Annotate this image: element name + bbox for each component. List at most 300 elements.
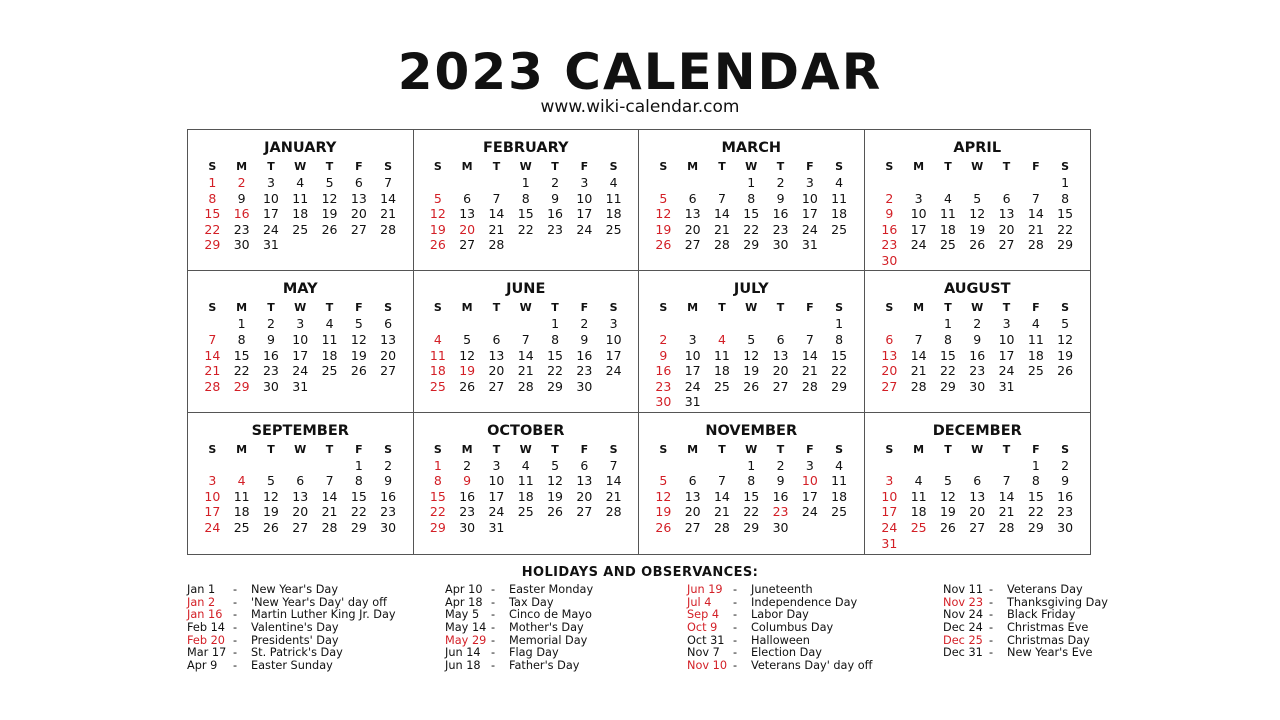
month-may: [188, 271, 414, 412]
holiday-name: St. Patrick's Day: [251, 646, 343, 660]
day-cell: 22: [939, 363, 956, 379]
day-cell: 21: [321, 504, 338, 520]
day-cell: 28: [605, 504, 622, 520]
weekday-header: T: [492, 301, 501, 315]
day-cell: 3: [1002, 316, 1011, 332]
day-cell: 13: [380, 331, 397, 347]
month-october: [414, 413, 640, 554]
day-cell: 23: [881, 237, 898, 253]
holiday-separator: -: [733, 633, 738, 647]
day-cell: 31: [262, 237, 279, 253]
day-cell: 1: [747, 457, 756, 473]
day-cell: 2: [237, 175, 246, 190]
day-cell: 18: [321, 347, 338, 363]
day-cell: 10: [801, 473, 818, 489]
empty-day: [933, 458, 962, 474]
day-cell: 4: [237, 473, 246, 489]
weekday-header: W: [971, 442, 984, 456]
day-cell: 12: [350, 331, 367, 347]
day-cell: 18: [429, 363, 446, 379]
empty-day: [707, 316, 736, 332]
empty-day: [482, 175, 511, 191]
day-cell: 24: [576, 221, 593, 237]
weekday-header: W: [294, 160, 307, 173]
weekday-header: F: [1032, 160, 1040, 173]
holiday-name: 'New Year's Day' day off: [251, 595, 387, 609]
day-cell: 29: [547, 378, 563, 394]
day-cell: 20: [380, 347, 397, 363]
day-cell: 1: [354, 457, 363, 473]
weekday-header: T: [1002, 301, 1011, 315]
day-grid: [188, 300, 413, 394]
day-cell: 10: [262, 190, 279, 206]
day-cell: 6: [688, 473, 697, 489]
day-cell: 3: [805, 457, 814, 473]
day-cell: 7: [208, 331, 217, 347]
day-cell: 27: [459, 237, 476, 253]
holiday-separator: -: [989, 595, 994, 609]
day-cell: 9: [1061, 473, 1070, 489]
day-cell: 19: [262, 504, 279, 520]
holiday-separator: -: [233, 659, 238, 673]
weekday-header: M: [687, 301, 699, 315]
day-cell: 6: [1002, 190, 1011, 206]
weekday-header: T: [492, 442, 501, 456]
day-cell: 9: [237, 190, 246, 206]
holiday-date: Dec 31: [943, 646, 983, 660]
day-cell: 8: [1031, 473, 1040, 489]
day-cell: 16: [576, 347, 593, 363]
day-cell: 12: [547, 473, 563, 489]
empty-day: [875, 458, 904, 474]
empty-day: [227, 458, 256, 474]
day-cell: 19: [429, 221, 446, 237]
holiday-separator: -: [733, 659, 738, 673]
holiday-date: Apr 18: [445, 595, 483, 609]
day-cell: 3: [492, 457, 501, 473]
day-cell: 25: [939, 237, 956, 253]
weekday-header: F: [355, 160, 363, 173]
day-cell: 17: [801, 488, 818, 504]
day-cell: 7: [384, 175, 393, 190]
day-grid: [188, 159, 413, 253]
holiday-separator: -: [491, 659, 496, 673]
day-cell: 3: [805, 175, 814, 190]
day-cell: 30: [233, 237, 250, 253]
day-cell: 14: [998, 488, 1015, 504]
month-name: OCTOBER: [487, 422, 565, 439]
holiday-date: May 29: [445, 633, 487, 647]
page-title: 2023 CALENDAR: [397, 43, 883, 101]
holiday-separator: -: [491, 633, 496, 647]
holiday-name: Labor Day: [751, 608, 809, 622]
weekday-header: F: [806, 160, 814, 173]
day-cell: 21: [801, 363, 818, 379]
day-cell: 17: [881, 504, 898, 520]
day-cell: 8: [551, 331, 560, 347]
day-cell: 18: [831, 488, 848, 504]
day-cell: 24: [605, 363, 622, 379]
day-cell: 6: [580, 457, 589, 473]
month-name: JANUARY: [264, 140, 337, 156]
holiday-date: Nov 7: [687, 646, 720, 660]
day-cell: 25: [429, 378, 446, 394]
day-cell: 14: [605, 473, 622, 489]
day-cell: 1: [943, 316, 952, 332]
day-cell: 21: [998, 504, 1015, 520]
holiday-name: Easter Monday: [509, 583, 594, 596]
day-cell: 24: [204, 520, 221, 536]
day-cell: 8: [835, 331, 844, 347]
day-cell: 29: [939, 378, 956, 394]
day-cell: 28: [910, 378, 927, 394]
day-cell: 19: [321, 206, 338, 222]
holiday-separator: -: [733, 608, 738, 622]
day-cell: 15: [547, 347, 563, 363]
day-cell: 15: [350, 488, 367, 504]
day-cell: 8: [237, 331, 246, 347]
day-cell: 20: [998, 221, 1015, 237]
weekday-header: F: [355, 442, 363, 456]
day-cell: 21: [204, 363, 221, 379]
day-cell: 11: [939, 206, 956, 222]
holiday-date: Jan 2: [187, 595, 216, 609]
day-cell: 15: [743, 206, 760, 222]
weekday-header: S: [1061, 301, 1070, 315]
day-cell: 28: [488, 237, 505, 253]
day-cell: 29: [831, 378, 848, 394]
holiday-name: Veterans Day: [1007, 583, 1083, 596]
holiday-date: Oct 31: [687, 633, 725, 647]
weekday-header: T: [718, 301, 726, 315]
weekday-header: T: [551, 301, 559, 315]
weekday-header: S: [433, 160, 442, 173]
day-cell: 3: [208, 473, 217, 489]
day-cell: 12: [262, 488, 279, 504]
day-cell: 29: [350, 520, 367, 536]
day-cell: 12: [655, 488, 672, 504]
day-cell: 29: [1027, 520, 1044, 536]
day-cell: 5: [463, 331, 472, 347]
day-cell: 25: [831, 221, 848, 237]
day-cell: 20: [684, 221, 701, 237]
day-cell: 20: [488, 363, 505, 379]
day-cell: 26: [459, 378, 476, 394]
day-cell: 18: [292, 206, 309, 222]
day-cell: 24: [998, 363, 1015, 379]
weekday-header: M: [236, 442, 248, 456]
day-cell: 19: [459, 363, 476, 379]
day-cell: 6: [296, 473, 305, 489]
day-cell: 4: [296, 175, 305, 190]
holiday-separator: -: [989, 646, 994, 660]
day-cell: 6: [885, 331, 894, 347]
day-cell: 22: [429, 504, 446, 520]
day-cell: 19: [969, 221, 986, 237]
holiday-date: Sep 4: [687, 608, 720, 622]
day-cell: 10: [910, 206, 927, 222]
empty-day: [992, 175, 1021, 191]
day-cell: 23: [380, 504, 397, 520]
holiday-name: Black Friday: [1007, 608, 1076, 622]
day-cell: 21: [517, 363, 534, 379]
day-cell: 25: [713, 378, 730, 394]
day-grid: [865, 300, 1091, 394]
day-cell: 4: [835, 457, 844, 473]
day-cell: 19: [350, 347, 367, 363]
day-cell: 22: [204, 221, 221, 237]
day-cell: 7: [325, 473, 334, 489]
day-cell: 14: [910, 347, 927, 363]
holiday-separator: -: [491, 595, 496, 609]
holiday-date: Apr 10: [445, 583, 483, 596]
empty-day: [649, 316, 678, 332]
day-cell: 17: [488, 488, 505, 504]
weekday-header: F: [806, 301, 814, 315]
holiday-date: May 14: [445, 621, 487, 635]
month-april: [865, 130, 1091, 271]
day-cell: 11: [713, 347, 730, 363]
holiday-separator: -: [733, 646, 738, 660]
day-grid: [865, 159, 1091, 269]
day-cell: 12: [429, 206, 446, 222]
weekday-header: F: [580, 442, 589, 456]
day-cell: 17: [684, 363, 701, 379]
day-cell: 8: [208, 190, 217, 206]
weekday-header: S: [433, 301, 442, 315]
day-cell: 27: [488, 378, 505, 394]
day-cell: 31: [801, 237, 818, 253]
empty-day: [423, 316, 452, 332]
day-cell: 23: [655, 378, 672, 394]
day-cell: 11: [517, 473, 534, 489]
weekday-header: M: [913, 442, 925, 456]
day-cell: 30: [576, 378, 593, 394]
day-cell: 21: [910, 363, 927, 379]
day-cell: 4: [325, 316, 334, 332]
holiday-date: Feb 20: [187, 633, 225, 647]
day-cell: 24: [488, 504, 505, 520]
holiday-separator: -: [989, 621, 994, 635]
day-cell: 14: [321, 488, 338, 504]
holiday-name: Columbus Day: [751, 621, 834, 635]
weekday-header: S: [835, 442, 844, 456]
holiday-name: Mother's Day: [509, 621, 584, 635]
day-cell: 3: [266, 175, 275, 190]
day-cell: 28: [321, 520, 338, 536]
holiday-name: Flag Day: [509, 646, 559, 660]
day-cell: 7: [492, 190, 501, 206]
empty-day: [315, 458, 344, 474]
day-cell: 10: [576, 190, 593, 206]
day-cell: 7: [609, 457, 618, 473]
day-cell: 22: [743, 504, 760, 520]
holiday-name: Cinco de Mayo: [509, 608, 592, 622]
day-cell: 2: [463, 457, 472, 473]
day-cell: 5: [659, 190, 668, 206]
day-cell: 28: [713, 520, 730, 536]
weekday-header: W: [971, 301, 984, 315]
holiday-separator: -: [233, 646, 238, 660]
weekday-header: T: [944, 301, 952, 315]
holiday-separator: -: [491, 583, 496, 596]
day-cell: 13: [772, 347, 789, 363]
day-cell: 16: [772, 488, 789, 504]
empty-day: [933, 175, 962, 191]
empty-day: [256, 458, 285, 474]
empty-day: [707, 458, 736, 474]
empty-day: [766, 316, 795, 332]
weekday-header: S: [1061, 442, 1070, 456]
day-cell: 26: [655, 237, 672, 253]
month-name: MARCH: [721, 140, 782, 156]
holiday-date: Dec 25: [943, 633, 983, 647]
day-cell: 26: [1057, 363, 1074, 379]
day-cell: 5: [943, 473, 952, 489]
day-cell: 27: [969, 520, 986, 536]
day-cell: 21: [605, 488, 622, 504]
day-cell: 27: [292, 520, 309, 536]
holiday-date: Jul 4: [687, 595, 712, 609]
day-cell: 31: [881, 535, 898, 551]
weekday-header: S: [885, 301, 894, 315]
weekday-header: W: [294, 301, 307, 315]
day-cell: 2: [885, 190, 894, 206]
day-cell: 26: [655, 520, 672, 536]
day-cell: 24: [801, 221, 818, 237]
day-cell: 20: [459, 221, 476, 237]
day-cell: 21: [713, 221, 730, 237]
day-cell: 10: [204, 488, 221, 504]
holiday-separator: -: [491, 608, 496, 622]
weekday-header: T: [944, 160, 952, 173]
empty-day: [678, 316, 707, 332]
day-cell: 5: [973, 190, 982, 206]
holiday-date: Jan 1: [187, 583, 216, 596]
weekday-header: S: [659, 442, 668, 456]
day-cell: 15: [1057, 206, 1074, 222]
day-cell: 13: [459, 206, 476, 222]
day-cell: 23: [459, 504, 476, 520]
day-cell: 15: [1027, 488, 1044, 504]
day-cell: 26: [429, 237, 446, 253]
day-cell: 11: [233, 488, 250, 504]
day-cell: 2: [551, 175, 560, 190]
month-name: DECEMBER: [932, 422, 1022, 439]
month-name: SEPTEMBER: [251, 422, 349, 439]
weekday-header: F: [806, 442, 814, 456]
day-cell: 14: [713, 206, 730, 222]
month-july: [639, 271, 865, 412]
holiday-date: Jan 16: [187, 608, 223, 622]
day-cell: 12: [743, 347, 760, 363]
website-url: www.wiki-calendar.com: [540, 97, 740, 117]
day-cell: 30: [772, 520, 789, 536]
day-cell: 29: [429, 520, 446, 536]
day-cell: 17: [262, 206, 279, 222]
month-january: [188, 130, 414, 271]
day-cell: 4: [914, 473, 923, 489]
empty-day: [511, 316, 540, 332]
day-cell: 9: [384, 473, 393, 489]
day-cell: 23: [262, 363, 279, 379]
day-cell: 6: [384, 316, 393, 332]
day-cell: 13: [292, 488, 309, 504]
day-cell: 12: [1057, 331, 1074, 347]
weekday-header: W: [745, 442, 758, 456]
day-cell: 1: [1031, 457, 1040, 473]
day-cell: 11: [910, 488, 927, 504]
day-cell: 17: [204, 504, 221, 520]
day-cell: 29: [743, 520, 760, 536]
weekday-header: S: [609, 160, 618, 173]
day-cell: 14: [204, 347, 221, 363]
holiday-date: Nov 11: [943, 583, 984, 596]
day-cell: 18: [517, 488, 534, 504]
holiday-name: Tax Day: [509, 595, 554, 609]
weekday-header: S: [384, 442, 393, 456]
day-cell: 16: [459, 488, 476, 504]
day-cell: 27: [576, 504, 593, 520]
holiday-separator: -: [733, 583, 738, 596]
holiday-separator: -: [233, 621, 238, 635]
day-cell: 30: [1057, 520, 1074, 536]
weekday-header: S: [384, 301, 393, 315]
weekday-header: S: [835, 160, 844, 173]
weekday-header: M: [461, 160, 473, 173]
day-cell: 23: [576, 363, 593, 379]
day-cell: 11: [292, 190, 309, 206]
day-cell: 2: [266, 316, 275, 332]
weekday-header: T: [325, 160, 334, 173]
day-cell: 7: [1002, 473, 1011, 489]
day-cell: 17: [998, 347, 1015, 363]
day-cell: 8: [521, 190, 530, 206]
holiday-name: Christmas Day: [1007, 633, 1090, 647]
day-cell: 23: [1057, 504, 1074, 520]
day-cell: 17: [910, 221, 927, 237]
day-cell: 18: [910, 504, 927, 520]
day-cell: 26: [350, 363, 367, 379]
weekday-header: M: [913, 301, 925, 315]
day-cell: 20: [350, 206, 367, 222]
holiday-name: Veterans Day' day off: [751, 659, 873, 673]
day-cell: 13: [488, 347, 505, 363]
day-cell: 26: [743, 378, 760, 394]
day-cell: 11: [321, 331, 338, 347]
day-cell: 17: [605, 347, 622, 363]
day-cell: 20: [969, 504, 986, 520]
day-cell: 23: [772, 221, 789, 237]
month-name: AUGUST: [943, 281, 1011, 298]
month-name: NOVEMBER: [705, 422, 798, 439]
day-cell: 10: [998, 331, 1015, 347]
day-cell: 10: [881, 488, 898, 504]
empty-day: [904, 175, 933, 191]
day-cell: 15: [939, 347, 956, 363]
day-cell: 27: [684, 520, 701, 536]
day-cell: 13: [881, 347, 898, 363]
weekday-header: F: [355, 301, 363, 315]
day-cell: 1: [237, 316, 246, 332]
day-cell: 15: [204, 206, 221, 222]
weekday-header: T: [944, 442, 952, 456]
weekday-header: T: [718, 160, 726, 173]
day-cell: 1: [835, 316, 844, 332]
weekday-header: S: [433, 442, 442, 456]
day-cell: 11: [1027, 331, 1044, 347]
holiday-date: Jun 14: [445, 646, 481, 660]
